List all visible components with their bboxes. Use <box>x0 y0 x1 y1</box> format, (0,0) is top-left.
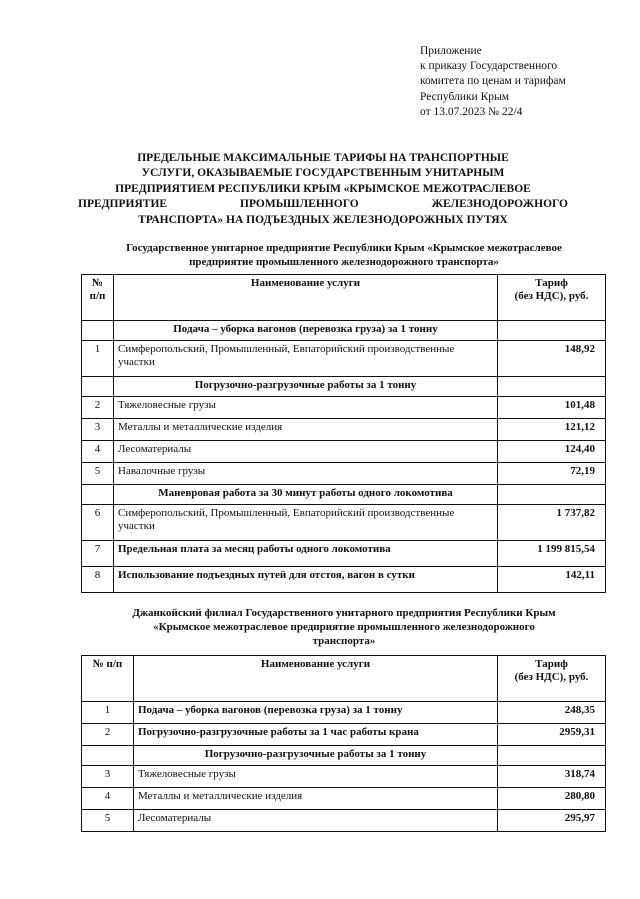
service-name: Симферопольский, Промышленный, Евпаторийский производственные участки <box>114 505 498 541</box>
col-header-tariff-line1: Тариф <box>535 658 568 670</box>
tariff-value: 1 199 815,54 <box>498 541 606 567</box>
tariff-table-1 <box>81 274 606 593</box>
service-name: Тяжеловесные грузы <box>134 766 498 788</box>
appendix-line: Республики Крым <box>420 90 509 103</box>
title-word: ПРОМЫШЛЕННОГО <box>240 198 359 211</box>
service-name: Навалочные грузы <box>114 463 498 485</box>
row-number: 2 <box>82 397 114 419</box>
row-number: 5 <box>82 463 114 485</box>
row-number: 3 <box>82 766 134 788</box>
tariff-value: 295,97 <box>498 810 606 832</box>
col-header-tariff <box>498 275 606 321</box>
category-label: Подача – уборка вагонов (перевозка груза) за 1 тонну <box>114 321 498 341</box>
col-header-num-line2: п/п <box>89 290 106 302</box>
category-label: Погрузочно-разгрузочные работы за 1 тонну <box>134 746 498 766</box>
table-row <box>82 505 606 541</box>
tariff-value: 2959,31 <box>498 724 606 746</box>
row-number: 1 <box>82 702 134 724</box>
appendix-line: к приказу Государственного <box>420 60 558 73</box>
category-num-cell <box>82 746 134 766</box>
category-tariff-cell <box>498 746 606 766</box>
table-row <box>82 567 606 593</box>
section2-heading-line: Джанкойский филиал Государственного унитарного предприятия Республики Крым <box>132 607 556 619</box>
col-header-num-line1: № <box>91 277 104 289</box>
table-body <box>82 321 606 593</box>
col-header-num: № п/п <box>82 656 134 702</box>
tariff-value: 1 737,82 <box>498 505 606 541</box>
row-number: 5 <box>82 810 134 832</box>
table-row <box>82 724 606 746</box>
tariff-value: 124,40 <box>498 441 606 463</box>
service-name: Использование подъездных путей для отстоя, вагон в сутки <box>114 567 498 593</box>
title-word: ЖЕЛЕЗНОДОРОЖНОГО <box>431 198 568 211</box>
tariff-value: 248,35 <box>498 702 606 724</box>
col-header-tariff-line1: Тариф <box>535 277 568 289</box>
section1-heading-line: предприятие промышленного железнодорожного транспорта» <box>189 256 499 268</box>
service-name: Тяжеловесные грузы <box>114 397 498 419</box>
row-number: 3 <box>82 419 114 441</box>
appendix-line: от 13.07.2023 № 22/4 <box>420 105 523 118</box>
category-tariff-cell <box>498 321 606 341</box>
category-label: Погрузочно-разгрузочные работы за 1 тонну <box>114 377 498 397</box>
table-header-row <box>82 275 606 321</box>
table-row <box>82 419 606 441</box>
tariff-value: 280,80 <box>498 788 606 810</box>
title-line: ТРАНСПОРТА» НА ПОДЪЕЗДНЫХ ЖЕЛЕЗНОДОРОЖНЫХ ПУТЯХ <box>138 213 508 226</box>
category-row <box>82 746 606 766</box>
tariff-value: 318,74 <box>498 766 606 788</box>
service-name: Металлы и металлические изделия <box>114 419 498 441</box>
tariff-value: 72,19 <box>498 463 606 485</box>
table-row <box>82 702 606 724</box>
title-line: ПРЕДПРИЯТИЕМ РЕСПУБЛИКИ КРЫМ «КРЫМСКОЕ МЕЖОТРАСЛЕВОЕ <box>115 182 531 195</box>
service-name: Погрузочно-разгрузочные работы за 1 час работы крана <box>134 724 498 746</box>
category-num-cell <box>82 485 114 505</box>
col-header-name: Наименование услуги <box>114 275 498 321</box>
col-header-num <box>82 275 114 321</box>
row-number: 4 <box>82 441 114 463</box>
col-header-tariff-line2: (без НДС), руб. <box>514 290 589 302</box>
appendix-note <box>420 44 620 120</box>
title-line: УСЛУГИ, ОКАЗЫВАЕМЫЕ ГОСУДАРСТВЕННЫМ УНИТАРНЫМ <box>141 167 505 180</box>
appendix-line: комитета по ценам и тарифам <box>420 75 566 88</box>
section1-heading <box>78 241 610 269</box>
col-header-name: Наименование услуги <box>134 656 498 702</box>
row-number: 4 <box>82 788 134 810</box>
category-num-cell <box>82 377 114 397</box>
table-row <box>82 788 606 810</box>
service-name: Подача – уборка вагонов (перевозка груза) за 1 тонну <box>134 702 498 724</box>
row-number: 8 <box>82 567 114 593</box>
tariff-value: 148,92 <box>498 341 606 377</box>
category-num-cell <box>82 321 114 341</box>
title-line: ПРЕДЕЛЬНЫЕ МАКСИМАЛЬНЫЕ ТАРИФЫ НА ТРАНСПОРТНЫЕ <box>137 152 509 164</box>
title-line <box>78 197 568 212</box>
service-name: Лесоматериалы <box>114 441 498 463</box>
table-row <box>82 766 606 788</box>
tariff-table-2 <box>81 655 606 832</box>
table-row <box>82 397 606 419</box>
row-number: 7 <box>82 541 114 567</box>
col-header-tariff-line2: (без НДС), руб. <box>514 671 589 683</box>
table-row <box>82 441 606 463</box>
tariff-value: 142,11 <box>498 567 606 593</box>
tariff-value: 121,12 <box>498 419 606 441</box>
row-number: 6 <box>82 505 114 541</box>
table-row <box>82 810 606 832</box>
title-word: ПРЕДПРИЯТИЕ <box>78 198 168 211</box>
row-number: 1 <box>82 341 114 377</box>
category-row <box>82 321 606 341</box>
service-name: Предельная плата за месяц работы одного локомотива <box>114 541 498 567</box>
category-tariff-cell <box>498 485 606 505</box>
category-tariff-cell <box>498 377 606 397</box>
table-row <box>82 541 606 567</box>
table-row <box>82 463 606 485</box>
service-name: Лесоматериалы <box>134 810 498 832</box>
category-row <box>82 485 606 505</box>
section2-heading-line: транспорта» <box>312 635 376 647</box>
table-header-row <box>82 656 606 702</box>
category-label: Маневровая работа за 30 минут работы одного локомотива <box>114 485 498 505</box>
service-name: Симферопольский, Промышленный, Евпаторийский производственные участки <box>114 341 498 377</box>
table-body <box>82 702 606 832</box>
tariff-value: 101,48 <box>498 397 606 419</box>
col-header-tariff <box>498 656 606 702</box>
section2-heading-line: «Крымское межотраслевое предприятие промышленного железнодорожного <box>153 621 535 633</box>
service-name: Металлы и металлические изделия <box>134 788 498 810</box>
table-row <box>82 341 606 377</box>
appendix-line: Приложение <box>420 45 482 57</box>
section2-heading <box>78 606 610 648</box>
section1-heading-line: Государственное унитарное предприятие Республики Крым «Крымское межотраслевое <box>126 242 562 254</box>
category-row <box>82 377 606 397</box>
row-number: 2 <box>82 724 134 746</box>
document-title <box>78 151 568 228</box>
